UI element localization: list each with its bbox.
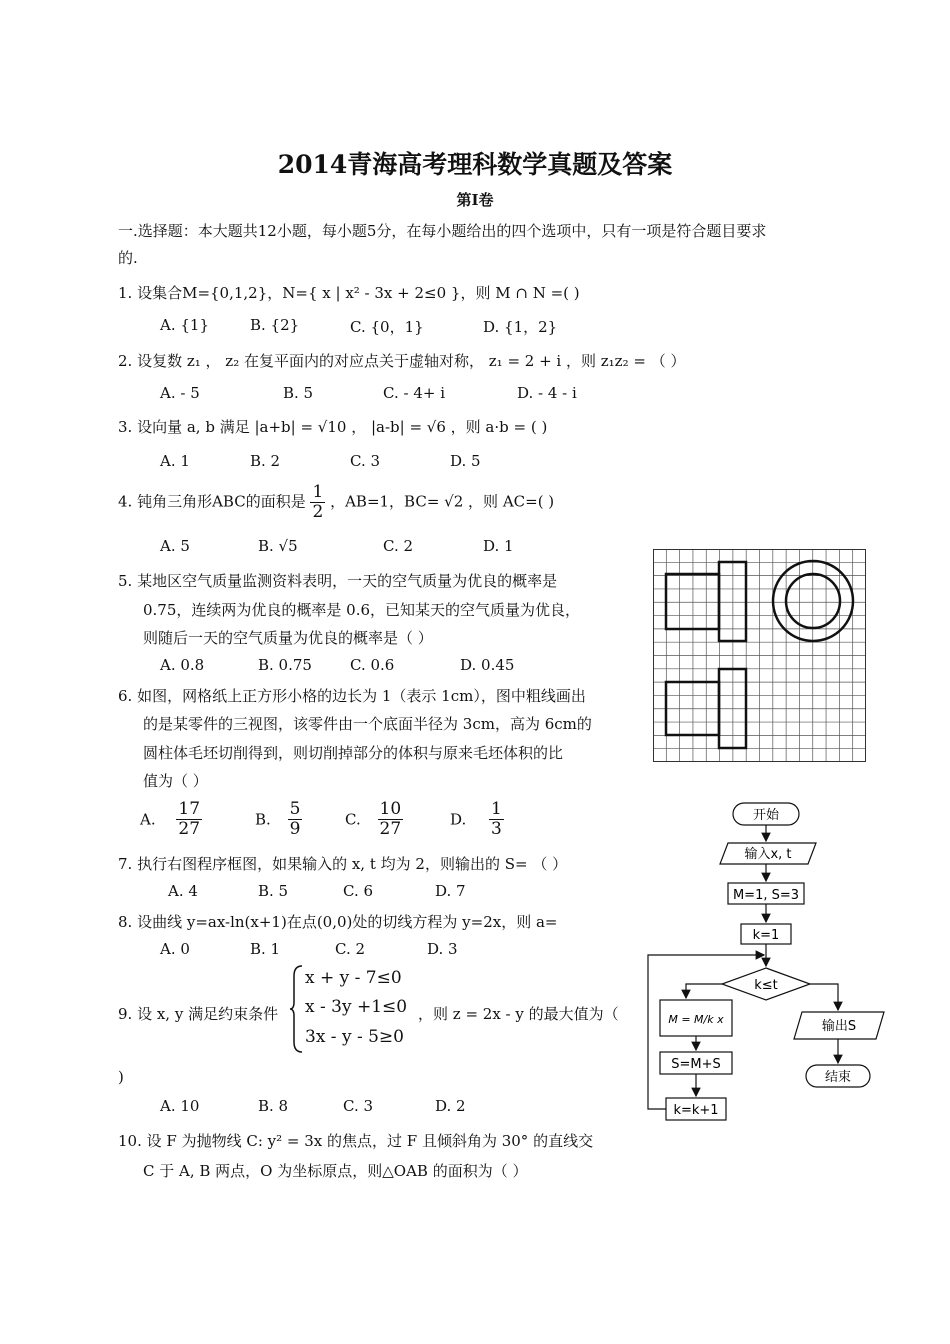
q9-text-pre: 9. 设 x, y 满足约束条件 [118, 1005, 279, 1023]
q6-option-b [255, 800, 302, 839]
q8-option-a: A. 0 [160, 940, 190, 958]
q6-option-c [345, 800, 403, 839]
q1-option-d: D. {1，2} [483, 318, 558, 336]
q6-line-1: 6. 如图，网格纸上正方形小格的边长为 1（表示 1cm），图中粗线画出 [118, 687, 586, 705]
q6-option-d-label: D. [450, 810, 467, 829]
q4-option-a: A. 5 [160, 537, 190, 555]
q4-option-c: C. 2 [383, 537, 414, 555]
q6-line-4: 值为（ ） [143, 772, 208, 790]
q5-line-2: 0.75，连续两为优良的概率是 0.6，已知某天的空气质量为优良， [143, 601, 581, 619]
q9-option-d: D. 2 [435, 1097, 466, 1115]
intro-line-2: 的. [118, 249, 138, 267]
grid-lines [653, 549, 866, 762]
q9-brace [290, 964, 304, 1054]
flow-s-update-label: S=M+S [671, 1057, 721, 1072]
flow-k-update-label: k=k+1 [673, 1103, 719, 1118]
q7-text: 7. 执行右图程序框图，如果输入的 x, t 均为 2，则输出的 S= （ ） [118, 855, 568, 873]
flow-init-label: M=1, S=3 [732, 888, 800, 903]
flow-input-label: 输入x, t [744, 847, 792, 862]
q4-frac-denominator: 2 [312, 502, 324, 522]
q2-option-b: B. 5 [283, 384, 314, 402]
flow-output-label: 输出S [821, 1019, 857, 1034]
q9-constraint-2: x - 3y +1≤0 [305, 997, 408, 1017]
q6-option-c-fraction [378, 800, 404, 839]
q9-constraint-1: x + y - 7≤0 [305, 968, 402, 988]
q8-option-c: C. 2 [335, 940, 366, 958]
flow-end-label: 结束 [824, 1070, 852, 1085]
q4-option-b: B. √5 [258, 537, 298, 555]
q6-a-den: 27 [178, 819, 201, 839]
q7-option-b: B. 5 [258, 882, 289, 900]
q3-option-b: B. 2 [250, 452, 281, 470]
q6-a-num: 17 [178, 799, 201, 819]
q5-line-1: 5. 某地区空气质量监测资料表明，一天的空气质量为优良的概率是 [118, 572, 558, 590]
q6-line-3: 圆柱体毛坯切削得到，则切削掉部分的体积与原来毛坯体积的比 [143, 744, 564, 762]
q9-option-a: A. 10 [160, 1097, 200, 1115]
q6-option-a [140, 800, 202, 839]
q3-text: 3. 设向量 a, b 满足 |a+b| = √10 ， |a-b| = √6 ，则 a·b = ( ) [118, 418, 548, 436]
q3-option-a: A. 1 [160, 452, 190, 470]
q4-text [118, 483, 554, 522]
q6-option-a-fraction [176, 800, 202, 839]
q6-c-num: 10 [379, 799, 402, 819]
q6-b-num: 5 [289, 799, 301, 819]
q6-option-b-fraction [288, 800, 303, 839]
front-view-big-rect [666, 574, 719, 629]
flow-kinit-label: k=1 [752, 928, 780, 943]
q1-option-b: B. {2} [250, 316, 300, 334]
q4-option-d: D. 1 [483, 537, 514, 555]
q6-line-2: 的是某零件的三视图，该零件由一个底面半径为 3cm，高为 6cm的 [143, 715, 592, 733]
q9-constraint-3: 3x - y - 5≥0 [305, 1027, 404, 1047]
q2-option-c: C. - 4+ i [383, 384, 445, 402]
q9-tail: ) [118, 1068, 124, 1086]
q2-option-d: D. - 4 - i [517, 384, 577, 402]
q1-option-c: C. {0，1} [350, 318, 424, 336]
q5-line-3: 则随后一天的空气质量为优良的概率是（ ） [143, 629, 433, 647]
q4-fraction [310, 483, 325, 522]
q1-option-a: A. {1} [160, 316, 209, 334]
flow-decision-label: k≤t [754, 978, 778, 993]
page-title: 2014青海高考理科数学真题及答案 [277, 150, 673, 179]
q1-text: 1. 设集合M={0,1,2}，N={ x | x² - 3x + 2≤0 }，则 M ∩ N =( ) [118, 284, 580, 302]
q8-text: 8. 设曲线 y=ax-ln(x+1)在点(0,0)处的切线方程为 y=2x，则 a= [118, 913, 558, 931]
q6-option-d [450, 800, 504, 839]
q5-option-c: C. 0.6 [350, 656, 395, 674]
q6-option-c-label: C. [345, 810, 361, 829]
q5-option-a: A. 0.8 [160, 656, 205, 674]
flow-start-label: 开始 [752, 808, 780, 823]
q5-option-b: B. 0.75 [258, 656, 312, 674]
q5-option-d: D. 0.45 [460, 656, 515, 674]
flow-m-update-label: M = M/k x [668, 1013, 724, 1026]
intro-line-1: 一.选择题：本大题共12小题，每小题5分，在每小题给出的四个选项中，只有一项是符合题目要求 [118, 222, 767, 240]
q2-text: 2. 设复数 z₁ ， z₂ 在复平面内的对应点关于虚轴对称， z₁ = 2 + i ，则 z₁z₂ = （ ） [118, 352, 686, 370]
q6-option-d-fraction [489, 800, 504, 839]
q6-c-den: 27 [379, 819, 402, 839]
q7-option-d: D. 7 [435, 882, 466, 900]
q9-option-c: C. 3 [343, 1097, 374, 1115]
q4-text-pre: 4. 钝角三角形ABC的面积是 [118, 492, 306, 511]
q6-d-den: 3 [491, 819, 502, 839]
q4-frac-numerator: 1 [312, 482, 324, 502]
three-view-figure [653, 549, 866, 762]
q9-text-post: ，则 z = 2x - y 的最大值为（ [418, 1005, 619, 1023]
q3-option-d: D. 5 [450, 452, 481, 470]
q6-d-num: 1 [491, 799, 502, 819]
q3-option-c: C. 3 [350, 452, 381, 470]
q4-text-post: ，AB=1，BC= √2 ，则 AC=( ) [330, 492, 555, 511]
section-heading: 第Ⅰ卷 [456, 191, 494, 209]
q7-option-c: C. 6 [343, 882, 374, 900]
q6-option-a-label: A. [140, 810, 156, 829]
q2-option-a: A. - 5 [160, 384, 200, 402]
flowchart [640, 795, 900, 1135]
q10-line-2: C 于 A, B 两点，O 为坐标原点，则△OAB 的面积为（ ） [143, 1162, 528, 1180]
q7-option-a: A. 4 [168, 882, 198, 900]
q6-option-b-label: B. [255, 810, 271, 829]
q8-option-d: D. 3 [427, 940, 458, 958]
q9-option-b: B. 8 [258, 1097, 289, 1115]
q10-line-1: 10. 设 F 为抛物线 C: y² = 3x 的焦点，过 F 且倾斜角为 30° 的直线交 [118, 1132, 594, 1150]
q8-option-b: B. 1 [250, 940, 281, 958]
q6-b-den: 9 [289, 819, 301, 839]
